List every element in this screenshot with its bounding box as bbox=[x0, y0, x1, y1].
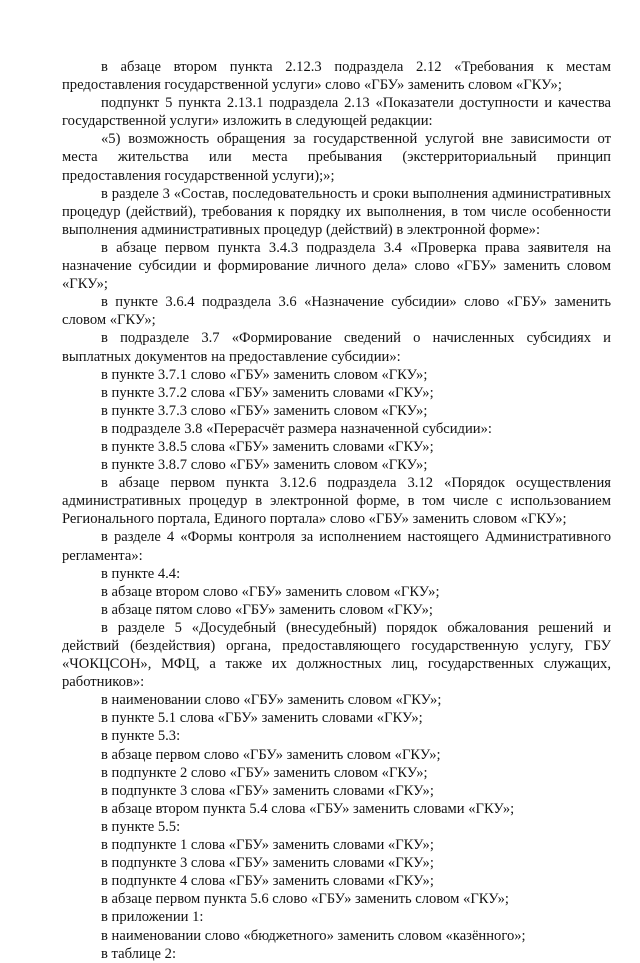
paragraph: в наименовании слово «бюджетного» заменить словом «казённого»; bbox=[101, 927, 526, 944]
paragraph: в пункте 4.4: bbox=[101, 565, 181, 582]
paragraph: в абзаце пятом слово «ГБУ» заменить словом «ГКУ»; bbox=[101, 601, 433, 618]
paragraph: в абзаце первом пункта 5.6 слово «ГБУ» заменить словом «ГКУ»; bbox=[101, 891, 509, 908]
paragraph: в таблице 2: bbox=[101, 945, 177, 962]
paragraph: в абзаце втором пункта 5.4 слова «ГБУ» заменить словами «ГКУ»; bbox=[101, 800, 515, 817]
paragraph: в абзаце втором пункта 2.12.3 подраздела 2.12 «Требования к местам предоставления государственной услуги» слово «ГБУ» заменить словом «ГКУ»; bbox=[62, 59, 611, 94]
paragraph: в пункте 3.7.1 слово «ГБУ» заменить словом «ГКУ»; bbox=[101, 366, 428, 383]
paragraph: в пункте 5.1 слова «ГБУ» заменить словами «ГКУ»; bbox=[101, 710, 423, 727]
paragraph: в подпункте 1 слова «ГБУ» заменить словами «ГКУ»; bbox=[101, 837, 434, 854]
paragraph: подпункт 5 пункта 2.13.1 подраздела 2.13 «Показатели доступности и качества государственной услуги» изложить в следующей редакции: bbox=[62, 95, 611, 130]
paragraph: в подпункте 3 слова «ГБУ» заменить словами «ГКУ»; bbox=[101, 855, 434, 872]
paragraph: в разделе 4 «Формы контроля за исполнением настоящего Административного регламента»: bbox=[62, 529, 611, 564]
paragraph: в пункте 3.7.2 слова «ГБУ» заменить словами «ГКУ»; bbox=[101, 384, 434, 401]
document-page bbox=[62, 58, 611, 963]
paragraph: в подпункте 2 слово «ГБУ» заменить словом «ГКУ»; bbox=[101, 764, 428, 781]
paragraph: в пункте 3.6.4 подраздела 3.6 «Назначение субсидии» слово «ГБУ» заменить словом «ГКУ»; bbox=[62, 294, 611, 329]
paragraph: в подпункте 3 слова «ГБУ» заменить словами «ГКУ»; bbox=[101, 782, 434, 799]
paragraph: в подпункте 4 слова «ГБУ» заменить словами «ГКУ»; bbox=[101, 873, 434, 890]
paragraph: «5) возможность обращения за государственной услугой вне зависимости от места жительства или места пребывания (экстерриториальный принцип предоставления государственной услуги);»; bbox=[62, 131, 611, 184]
paragraph: в абзаце первом слово «ГБУ» заменить словом «ГКУ»; bbox=[101, 746, 441, 763]
paragraph: в подразделе 3.7 «Формирование сведений о начисленных субсидиях и выплатных документов на предоставление субсидии»: bbox=[62, 330, 611, 365]
paragraph: в подразделе 3.8 «Перерасчёт размера назначенной субсидии»: bbox=[101, 420, 492, 437]
paragraph: в пункте 3.8.5 слова «ГБУ» заменить словами «ГКУ»; bbox=[101, 438, 434, 455]
paragraph: в наименовании слово «ГБУ» заменить словом «ГКУ»; bbox=[101, 692, 442, 709]
paragraph: в пункте 5.3: bbox=[101, 728, 181, 745]
paragraph: в разделе 5 «Досудебный (внесудебный) порядок обжалования решений и действий (бездействия) органа, предоставляющего государственную услугу, ГБУ «ЧОКЦСОН», МФЦ, а также их должностных лиц, государственных служащих, работников»: bbox=[62, 619, 611, 691]
paragraph: в пункте 3.8.7 слово «ГБУ» заменить словом «ГКУ»; bbox=[101, 457, 428, 474]
paragraph: в разделе 3 «Состав, последовательность и сроки выполнения административных процедур (действий), требования к порядку их выполнения, в том числе особенности выполнения административных процедур (действий) в электронной форме»: bbox=[62, 185, 611, 238]
paragraph: в абзаце втором слово «ГБУ» заменить словом «ГКУ»; bbox=[101, 583, 440, 600]
paragraph: в абзаце первом пункта 3.4.3 подраздела 3.4 «Проверка права заявителя на назначение субсидии и формирование личного дела» слово «ГБУ» заменить словом «ГКУ»; bbox=[62, 239, 611, 293]
paragraph: в пункте 3.7.3 слово «ГБУ» заменить словом «ГКУ»; bbox=[101, 402, 428, 419]
paragraph: в абзаце первом пункта 3.12.6 подраздела 3.12 «Порядок осуществления административных процедур в электронной форме, в том числе с использованием Регионального портала, Единого портала» слово «ГБУ» заменить словом «ГКУ»; bbox=[62, 475, 611, 528]
paragraph: в пункте 5.5: bbox=[101, 818, 181, 835]
paragraph: в приложении 1: bbox=[101, 909, 204, 926]
